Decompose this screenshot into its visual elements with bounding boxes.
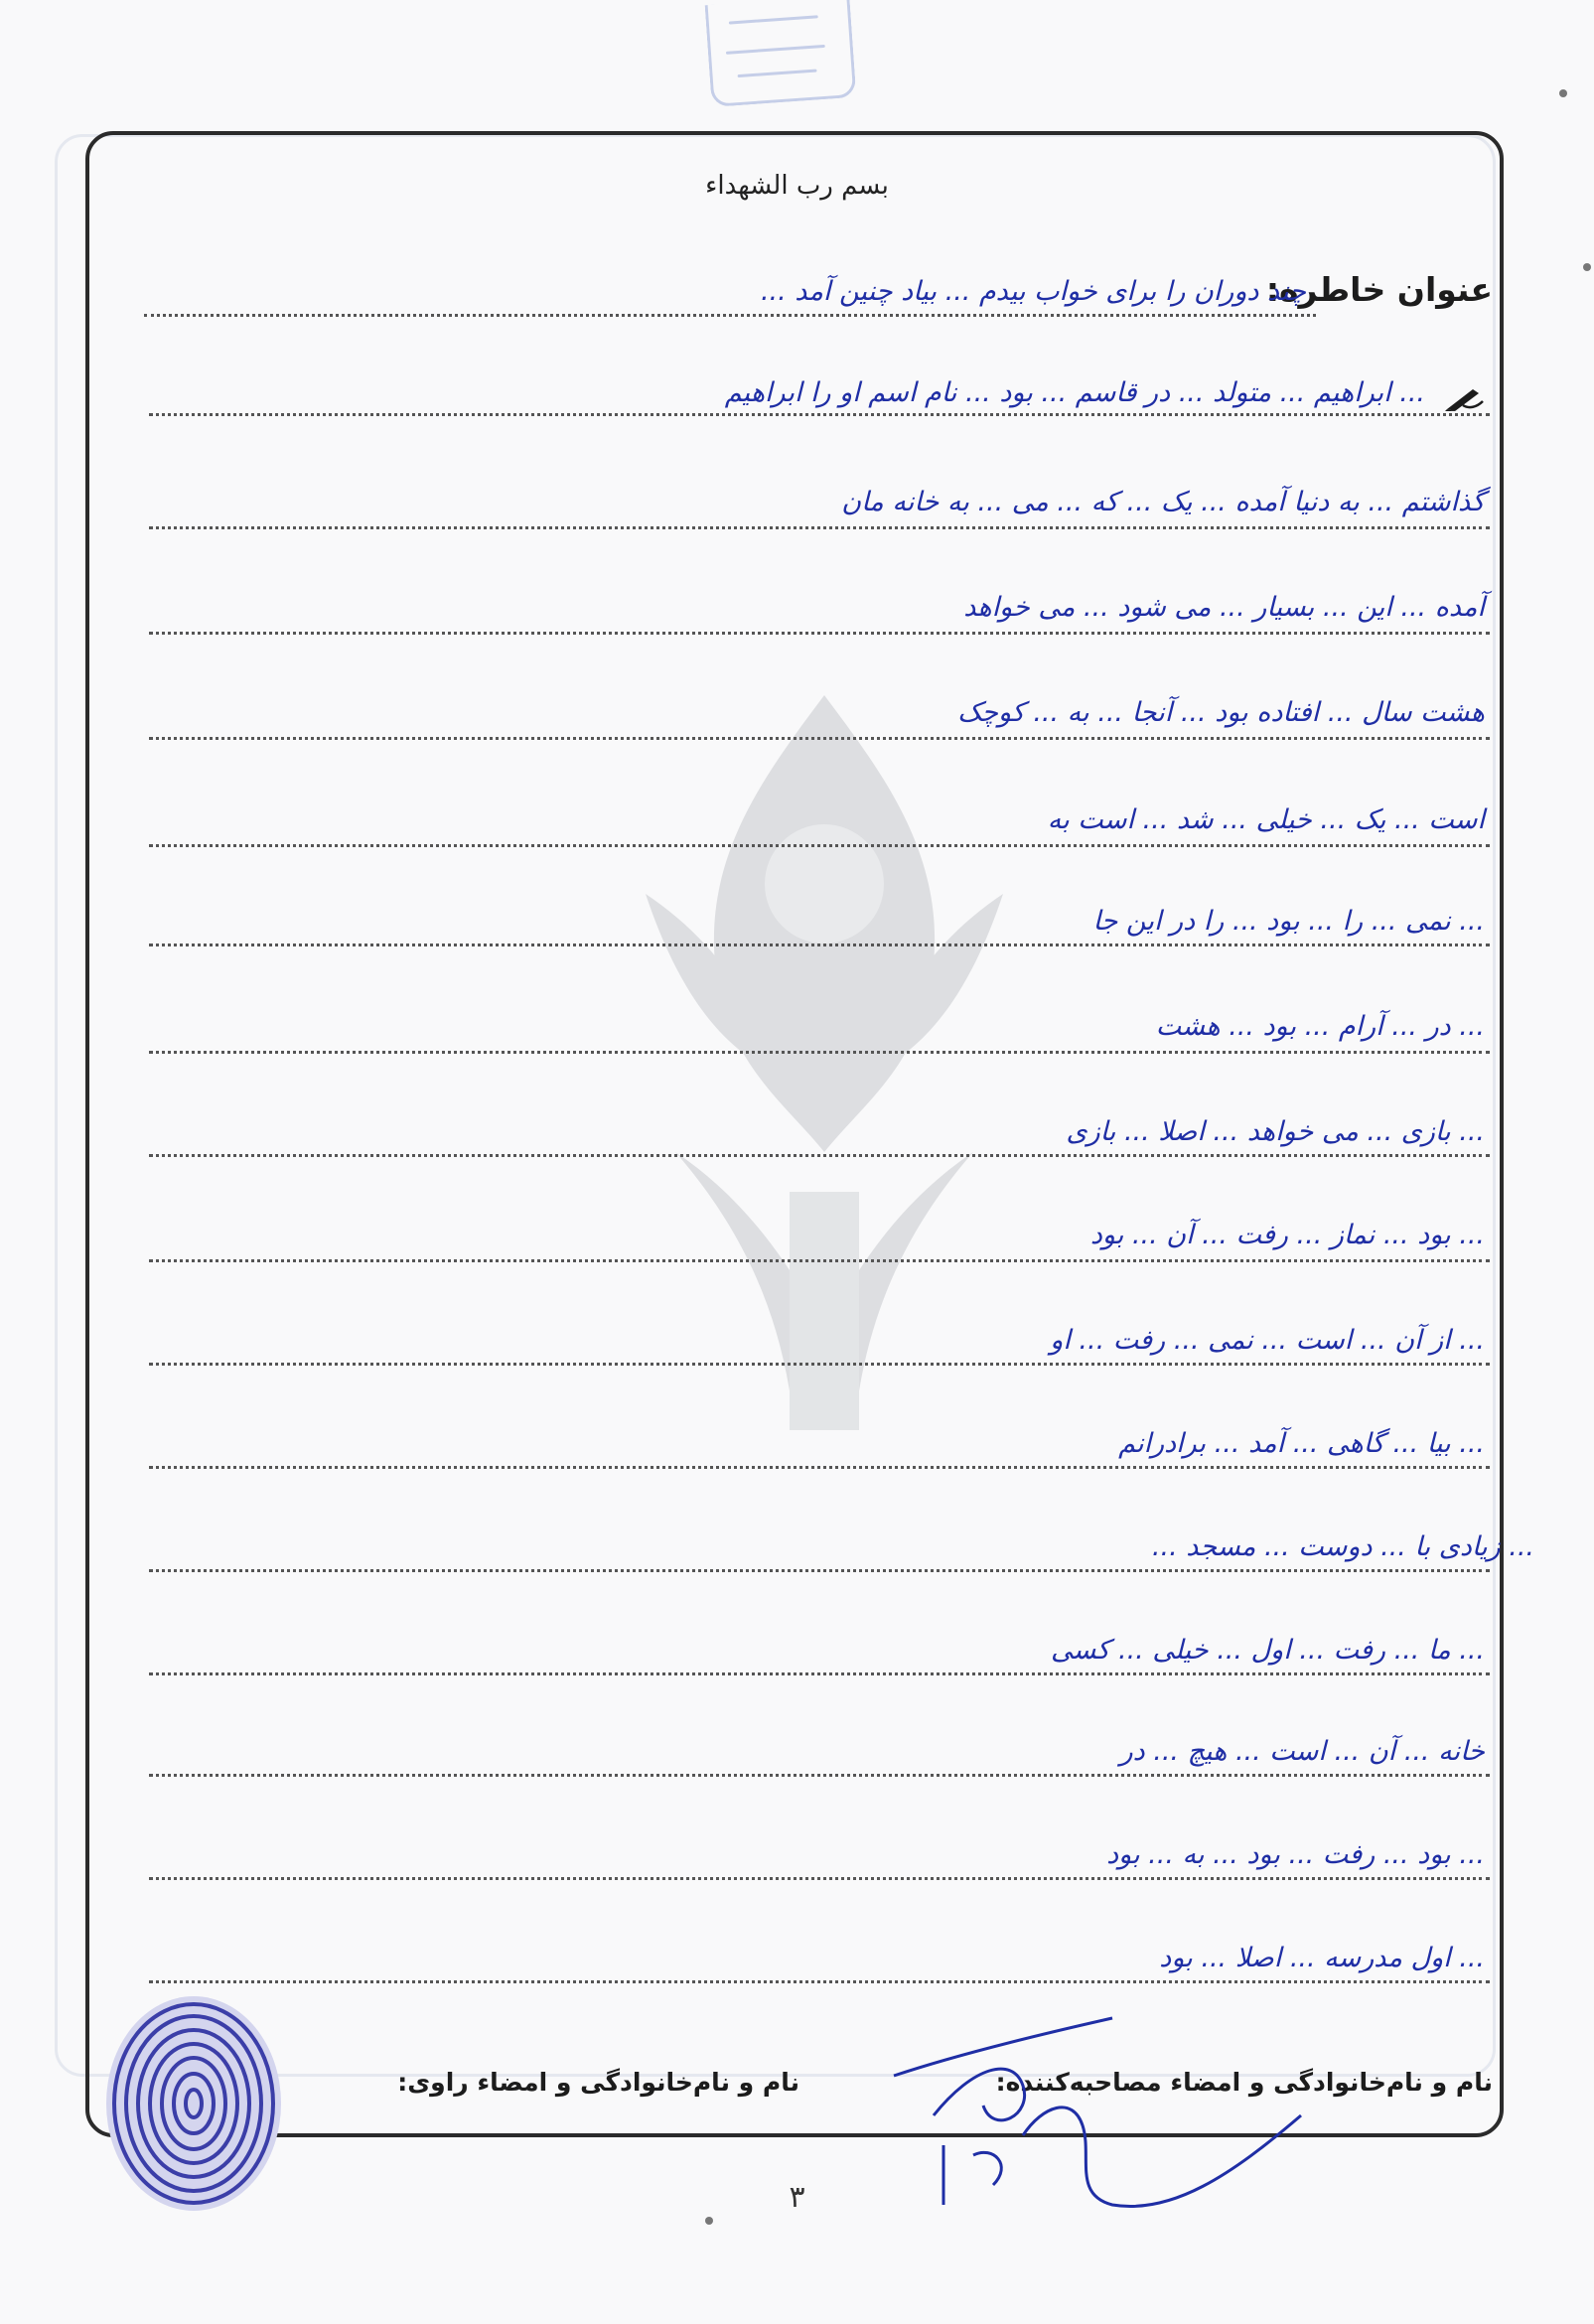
handwritten-line: ... زیادی با ... دوست ... مسجد ...	[1151, 1531, 1534, 1562]
handwritten-line: ... در ... آرام ... بود ... هشت	[1155, 1011, 1485, 1042]
writing-line	[149, 1363, 1490, 1366]
narrator-signature-label: نام و نام‌خانوادگی و امضاء راوی:	[397, 2068, 799, 2097]
writing-line	[149, 944, 1490, 946]
pen-writing-icon	[1443, 383, 1487, 413]
paper-speck	[1583, 263, 1591, 271]
stamp-mark	[726, 45, 825, 55]
writing-line	[149, 632, 1490, 635]
stamp-mark	[729, 15, 818, 24]
paper-speck	[1559, 89, 1567, 97]
page-number: ۳	[789, 2180, 805, 2215]
handwritten-line: ... بیا ... گاهی ... آمد ... برادرانم	[1118, 1428, 1485, 1459]
handwritten-line: آمده ... این ... بسیار ... می شود ... می خواهد	[963, 592, 1485, 623]
memory-title-label: عنوان خاطره:	[1265, 270, 1493, 309]
paper-speck	[705, 2217, 713, 2225]
handwritten-line: ... نمی ... را ... بود ... را در این جا	[1092, 906, 1485, 937]
writing-line	[149, 1672, 1490, 1675]
received-date-stamp	[705, 0, 857, 107]
page-heading: بسم رب الشهداء	[705, 171, 889, 201]
writing-line	[149, 1051, 1490, 1054]
handwritten-line: است ... یک ... خیلی ... شد ... است به	[1047, 804, 1485, 835]
handwritten-line: ... از آن ... است ... نمی ... رفت ... او	[1050, 1325, 1485, 1356]
handwritten-line: ... بازی ... می خواهد ... اصلا ... بازی	[1066, 1116, 1485, 1147]
writing-line	[149, 413, 1490, 416]
handwritten-line: ... بود ... رفت ... بود ... به ... بود	[1106, 1839, 1485, 1870]
writing-line	[149, 737, 1490, 740]
writing-line	[149, 1154, 1490, 1157]
writing-line	[149, 1980, 1490, 1983]
writing-line	[149, 1877, 1490, 1880]
writing-line	[149, 526, 1490, 529]
writing-line	[149, 844, 1490, 847]
stamp-mark	[738, 70, 817, 78]
interviewer-signature-label: نام و نام‌خانوادگی و امضاء مصاحبه‌کننده:	[995, 2068, 1493, 2097]
handwritten-line: خانه ... آن ... است ... هیچ ... در	[1119, 1736, 1485, 1767]
handwritten-line: گذاشتم ... به دنیا آمده ... یک ... که ... می ... به خانه مان	[841, 487, 1485, 517]
handwritten-line: هشت سال ... افتاده بود ... آنجا ... به ... کوچک	[957, 697, 1485, 728]
handwritten-line: ... بود ... نماز ... رفت ... آن ... بود	[1089, 1220, 1485, 1250]
handwritten-line: چند دوران را برای خواب بیدم ... بیاد چنین آمد ...	[760, 276, 1306, 307]
handwritten-line: ... ما ... رفت ... اول ... خیلی ... کسی	[1050, 1635, 1485, 1666]
memory-title-line	[144, 314, 1316, 317]
handwritten-line: ... ابراهیم ... متولد ... در قاسم ... بود ... نام اسم او را ابراهیم	[724, 377, 1425, 408]
handwritten-line: ... اول مدرسه ... اصلا ... بود	[1159, 1943, 1485, 1973]
writing-line	[149, 1466, 1490, 1469]
writing-line	[149, 1259, 1490, 1262]
writing-line	[149, 1569, 1490, 1572]
writing-line	[149, 1774, 1490, 1777]
